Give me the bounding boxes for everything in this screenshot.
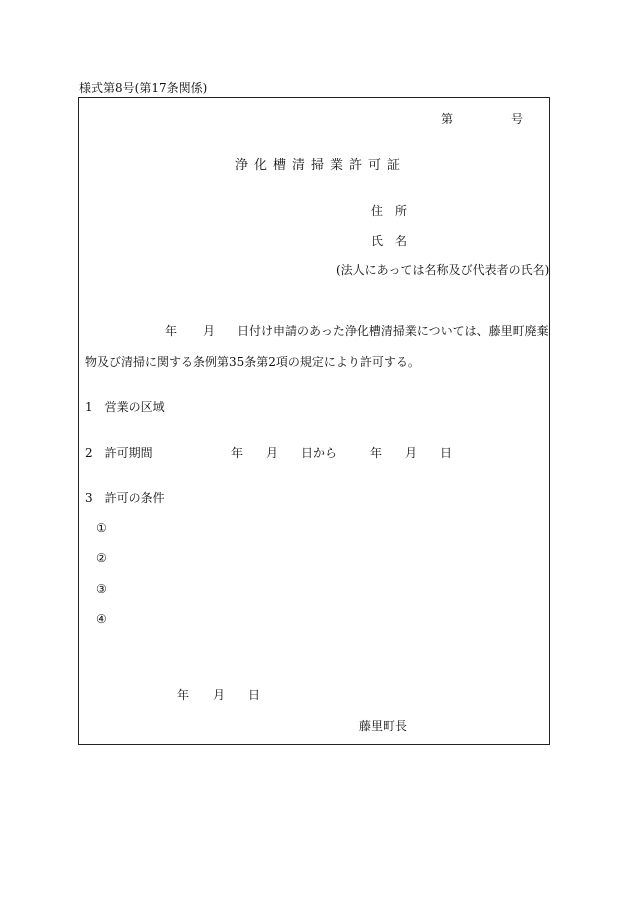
application-year: 年	[165, 324, 178, 338]
name-note: (法人にあっては名称及び代表者の氏名)	[336, 263, 550, 277]
item-permit-period: 2 許可期間	[85, 446, 153, 460]
period-start-month: 月	[266, 446, 279, 460]
name-label: 氏 名	[371, 234, 408, 248]
number-prefix: 第	[441, 112, 454, 126]
condition-2: ②	[96, 551, 107, 565]
condition-4: ④	[96, 612, 107, 626]
issue-year: 年	[177, 688, 190, 702]
issuer-name: 藤里町長	[359, 719, 408, 733]
document-title: 浄化槽清掃業許可証	[235, 158, 407, 173]
period-end-month: 月	[405, 446, 418, 460]
application-text: 日付け申請のあった浄化槽清掃業については、藤里町廃棄	[237, 324, 549, 338]
period-end-year: 年	[370, 446, 383, 460]
address-label: 住 所	[371, 204, 408, 218]
item-permit-conditions: 3 許可の条件	[85, 491, 165, 505]
period-start-year: 年	[231, 446, 244, 460]
condition-1: ①	[96, 521, 107, 535]
issue-month: 月	[213, 688, 226, 702]
period-start-day: 日から	[301, 446, 338, 460]
period-end-day: 日	[440, 446, 453, 460]
issue-day: 日	[248, 688, 261, 702]
form-number-label: 様式第8号(第17条関係)	[79, 81, 208, 95]
application-month: 月	[203, 324, 216, 338]
item-business-area: 1 営業の区域	[85, 400, 165, 414]
number-suffix: 号	[511, 112, 524, 126]
body-line-2: 物及び清掃に関する条例第35条第2項の規定により許可する。	[85, 355, 420, 369]
condition-3: ③	[96, 582, 107, 596]
certificate-frame	[78, 97, 550, 745]
